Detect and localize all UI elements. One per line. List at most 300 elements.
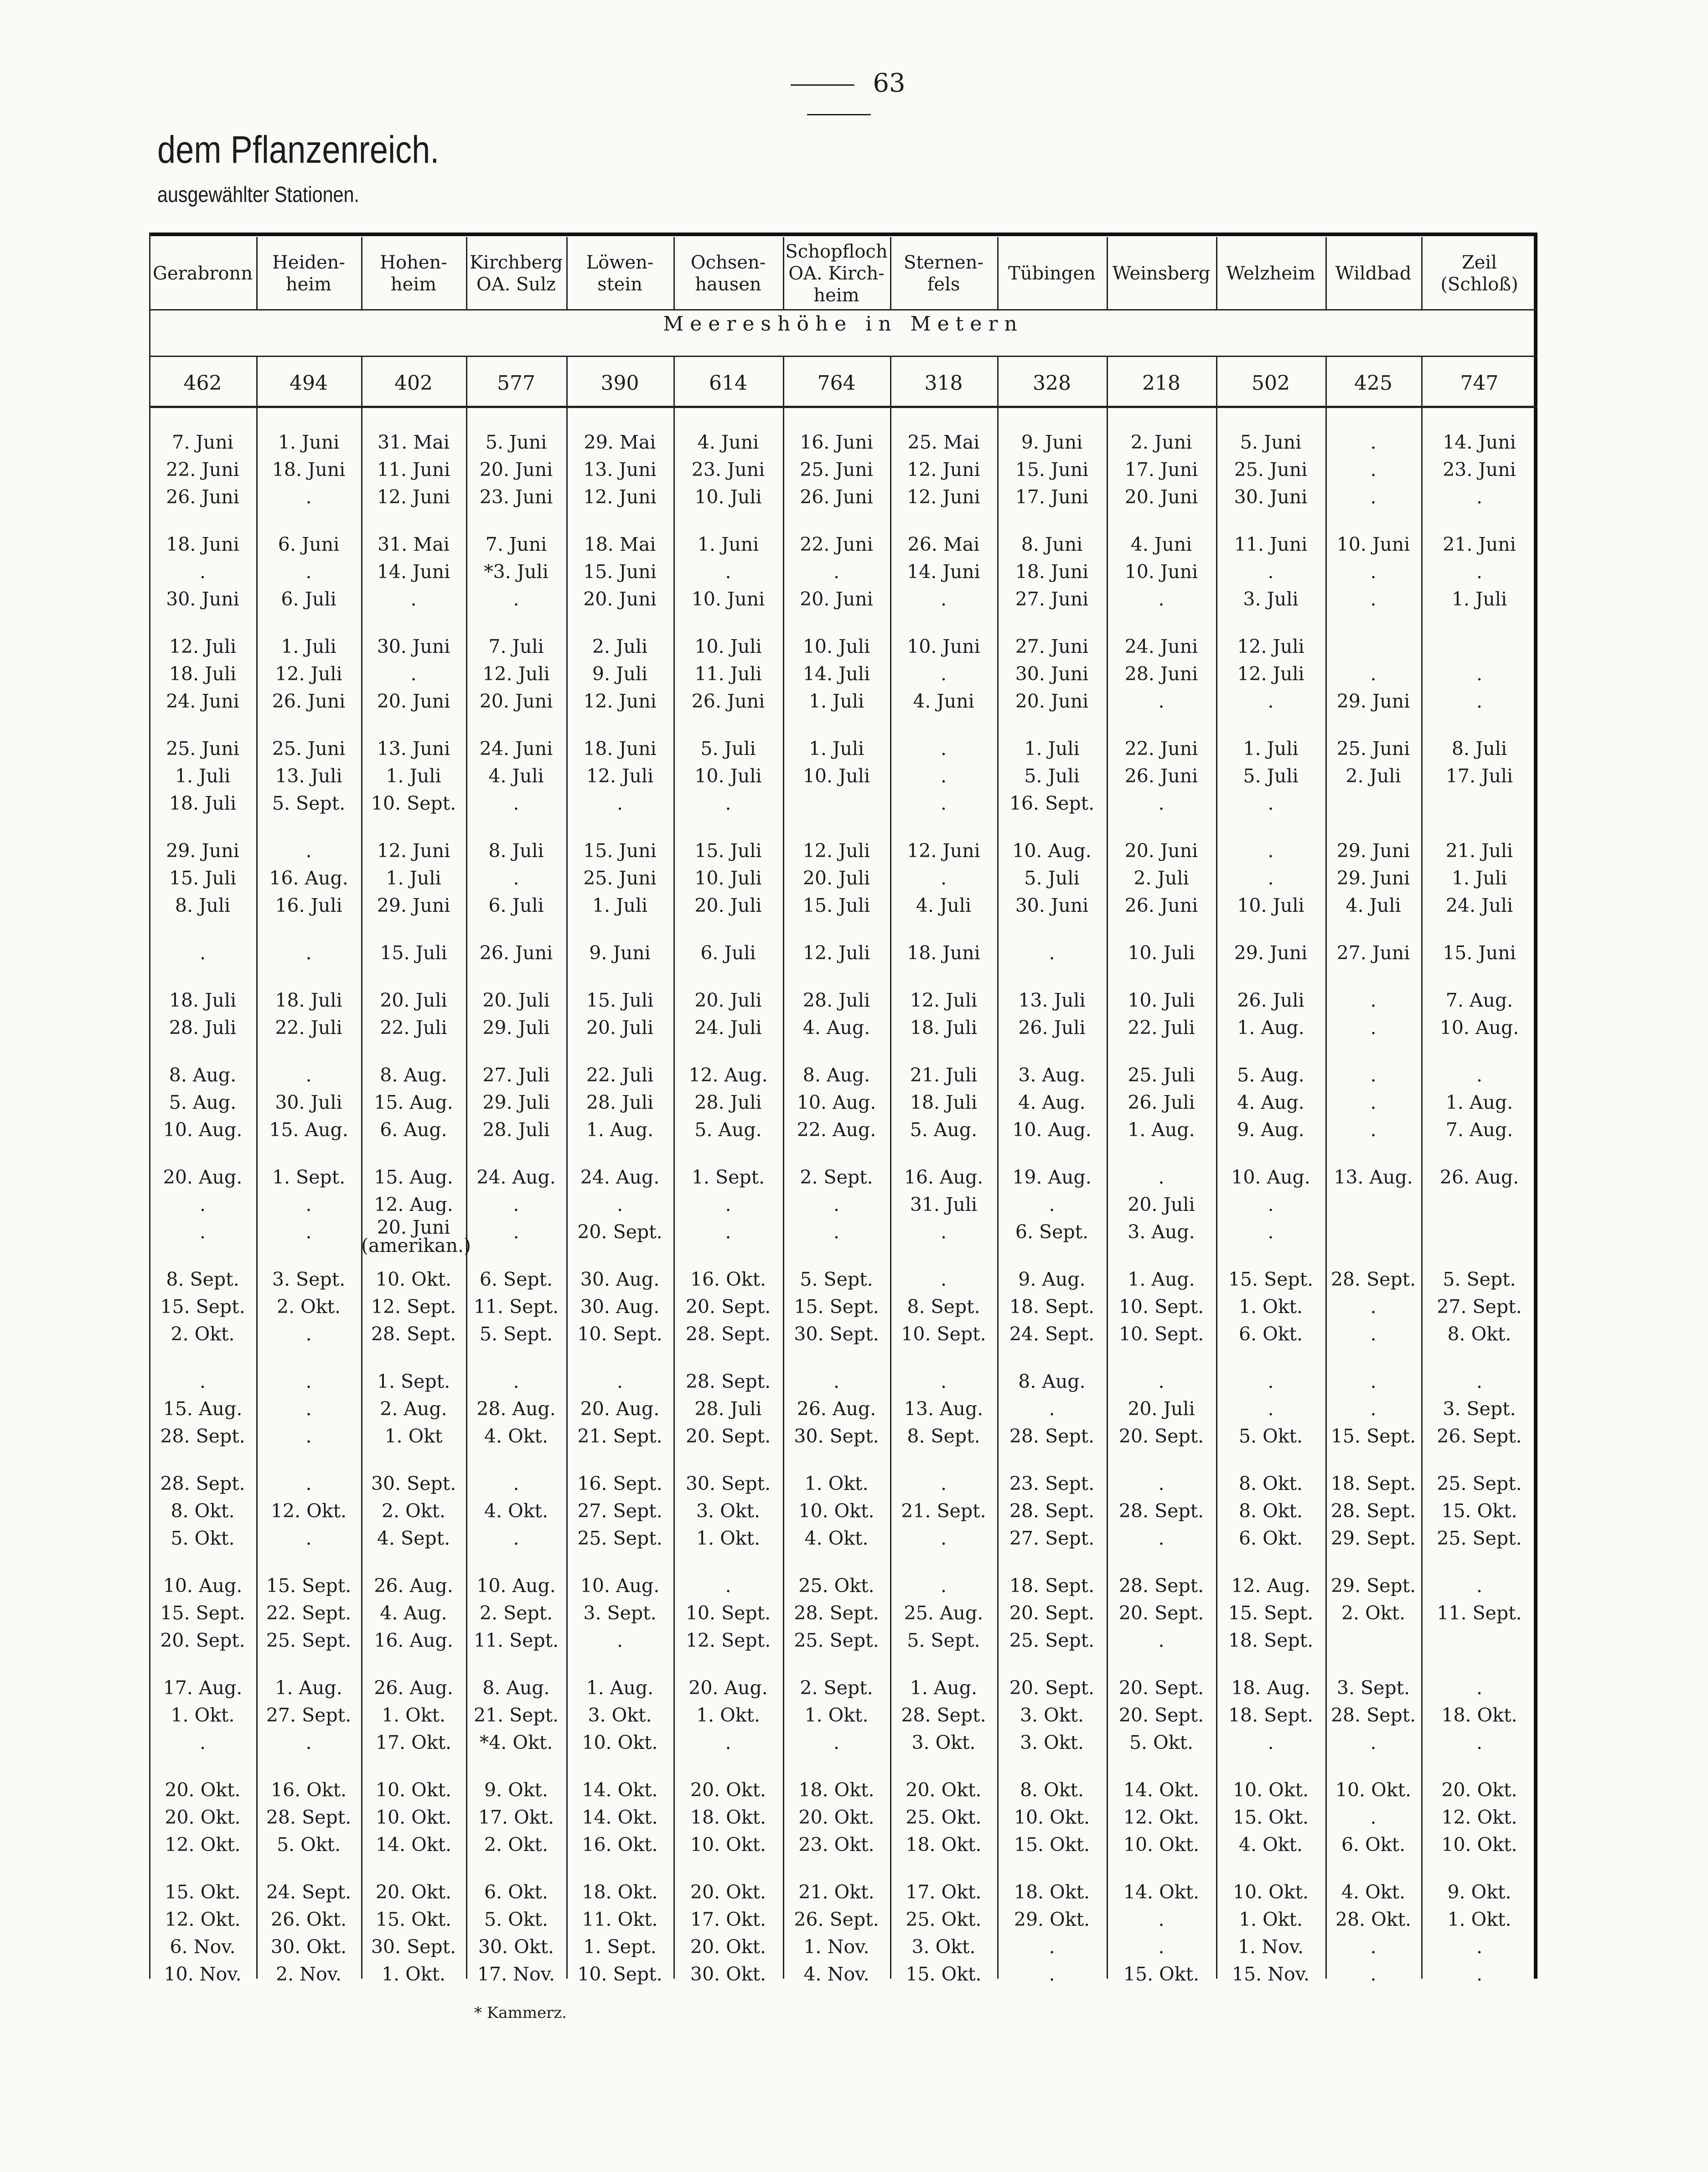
table-cell: 5. Okt. (276, 1834, 341, 1856)
table-cell: 22. Aug. (797, 1119, 876, 1141)
table-cell: . (1158, 792, 1165, 814)
table-cell: 29. Juni (166, 840, 239, 862)
table-cell: 2. Sept. (800, 1166, 873, 1188)
table-cell: 24. Sept. (266, 1881, 352, 1903)
table-cell: . (1049, 942, 1055, 964)
table-cell: 2. Okt. (381, 1500, 446, 1522)
table-cell: 18. Juni (583, 738, 657, 760)
table-cell: . (1476, 561, 1483, 583)
table-cell: 1. Aug. (586, 1119, 654, 1141)
table-cell: 8. Juli (488, 840, 544, 862)
table-cell: 12. Juli (586, 765, 654, 787)
table-cell: . (1158, 1936, 1165, 1958)
table-cell: 20. Juni (479, 690, 553, 712)
table-cell: 10. Okt. (1335, 1779, 1412, 1801)
table-top-rule (149, 233, 1537, 236)
table-cell: 16. Sept. (1009, 792, 1095, 814)
table-cell: 10. Juli (694, 636, 762, 657)
table-cell: 15. Aug. (374, 1166, 453, 1188)
table-cell: 14. Juni (1443, 431, 1516, 453)
table-cell: 26. Juli (1018, 1017, 1086, 1039)
table-cell: 6. Juli (488, 895, 544, 916)
page-subtitle: ausgewählter Stationen. (157, 183, 359, 207)
table-cell: 20. Juni (583, 588, 657, 610)
table-cell: 20. Aug. (688, 1677, 768, 1699)
table-cell: 29. Sept. (1330, 1527, 1416, 1549)
table-cell: 6. Okt. (1341, 1834, 1406, 1856)
table-cell: 5. Juli (1024, 765, 1080, 787)
table-cell: 29. Juni (1234, 942, 1308, 964)
table-cell: 12. Juli (1237, 663, 1304, 685)
table-cell: 18. Juni (1015, 561, 1089, 583)
table-cell: 12. Aug. (688, 1064, 768, 1086)
table-cell: 15. Juni (1015, 459, 1089, 481)
table-cell: 22. Juni (166, 459, 239, 481)
table-cell: . (513, 1370, 519, 1392)
table-cell: . (1370, 1398, 1377, 1420)
table-cell: 24. Aug. (580, 1166, 660, 1188)
table-cell: 30. Okt. (478, 1936, 554, 1958)
table-cell: 1. Juni (278, 431, 340, 453)
table-cell: 9. Okt. (484, 1779, 549, 1801)
table-cell: 20. Juli (1128, 1194, 1195, 1215)
table-cell: . (833, 561, 840, 583)
table-cell: . (1476, 663, 1483, 685)
table-cell: 17. Juli (1445, 765, 1513, 787)
table-cell: 18. Okt. (690, 1806, 766, 1828)
table-cell: 18. Sept. (1009, 1575, 1095, 1597)
table-cell: . (305, 1398, 312, 1420)
table-cell: 28. Juli (482, 1119, 550, 1141)
table-cell: 10. Okt. (1441, 1834, 1517, 1856)
table-cell: 8. Okt. (1238, 1473, 1303, 1495)
table-cell: 22. Juli (1128, 1017, 1195, 1039)
table-cell: 4. Okt. (484, 1500, 549, 1522)
table-cell: 26. Juli (1237, 989, 1304, 1011)
table-cell: 20. Okt. (906, 1779, 982, 1801)
column-elevation: 747 (1460, 371, 1499, 395)
table-cell: 27. Sept. (1437, 1296, 1522, 1318)
table-cell: 4. Juni (1130, 533, 1192, 555)
table-cell: 14. Juni (907, 561, 980, 583)
table-cell: 10. Okt. (1123, 1834, 1200, 1856)
table-cell: 10. Aug. (1439, 1017, 1519, 1039)
table-cell: 4. Juli (1346, 895, 1401, 916)
table-cell: 3. Okt. (1020, 1704, 1084, 1726)
table-cell: 22. Juli (586, 1064, 654, 1086)
table-cell: 2. Juli (592, 636, 648, 657)
table-cell: 25. Okt. (906, 1908, 982, 1930)
table-cell: 26. Juni (691, 690, 765, 712)
table-cell: 10. Sept. (901, 1323, 986, 1345)
column-elevation: 318 (924, 371, 963, 395)
table-cell: 26. Juni (1124, 765, 1198, 787)
table-cell: 20. Okt. (690, 1779, 766, 1801)
table-cell: 18. Juni (907, 942, 980, 964)
table-cell: 15. Sept. (266, 1575, 352, 1597)
table-cell: 3. Sept. (1443, 1398, 1516, 1420)
table-cell: 3. Okt. (911, 1732, 976, 1753)
table-cell: 20. Juli (482, 989, 550, 1011)
table-cell: 12. Okt. (165, 1834, 241, 1856)
table-cell: 25. Juni (1336, 738, 1410, 760)
table-cell: . (1370, 1064, 1377, 1086)
table-cell: . (1370, 431, 1377, 453)
table-cell: 20. Okt. (1441, 1779, 1517, 1801)
elevation-bottom-rule (149, 406, 1537, 408)
table-cell: 8. Okt. (1020, 1779, 1084, 1801)
table-cell: 8. Juli (1451, 738, 1507, 760)
table-cell: 24. Aug. (476, 1166, 556, 1188)
table-cell: 5. Juli (1243, 765, 1299, 787)
table-cell: 6. Sept. (479, 1268, 553, 1290)
table-cell: 3. Okt. (588, 1704, 652, 1726)
table-cell: 18. Okt. (1441, 1704, 1517, 1726)
table-cell: 21. Sept. (901, 1500, 986, 1522)
table-cell: 26. Okt. (270, 1908, 347, 1930)
table-cell: 12. Juni (907, 840, 980, 862)
table-cell: 17. Juni (1015, 486, 1089, 508)
table-cell: . (1049, 1398, 1055, 1420)
table-cell: 10. Juli (1237, 895, 1304, 916)
table-cell: 12. Juni (583, 690, 657, 712)
table-cell: 10. Okt. (375, 1779, 452, 1801)
table-cell: 2. Okt. (1341, 1602, 1406, 1624)
table-cell: 8. Aug. (169, 1064, 237, 1086)
table-cell: 14. Okt. (1123, 1779, 1200, 1801)
table-cell: 13. Juni (377, 738, 450, 760)
table-cell: 15. Juni (583, 840, 657, 862)
table-cell: 28. Sept. (1330, 1500, 1416, 1522)
table-cell: 26. Juni (800, 486, 873, 508)
table-cell: 5. Juni (1240, 431, 1302, 453)
table-cell: 20. Juni (479, 459, 553, 481)
table-cell: 20. Sept. (1118, 1425, 1204, 1447)
page-number: 63 (748, 68, 930, 128)
table-cell: 18. Mai (584, 533, 656, 555)
table-cell: 30. Juli (275, 1091, 342, 1113)
table-cell: 7. Aug. (1445, 1119, 1513, 1141)
table-cell: 26. Aug. (374, 1677, 453, 1699)
table-cell: . (940, 663, 947, 685)
table-cell: 4. Aug. (1018, 1091, 1086, 1113)
table-cell: 1. Juli (592, 895, 648, 916)
table-cell: . (513, 1194, 519, 1215)
table-cell: 18. Juli (910, 1017, 978, 1039)
table-cell: 24. Juli (694, 1017, 762, 1039)
table-cell: 18. Juni (272, 459, 346, 481)
table-cell: . (1370, 561, 1377, 583)
table-cell: 31. Juli (910, 1194, 978, 1215)
table-cell: 20. Aug. (163, 1166, 243, 1188)
table-cell: 12. Juni (907, 486, 980, 508)
table-cell: 1. Okt. (1447, 1908, 1511, 1930)
table-cell: . (940, 588, 947, 610)
table-cell: 12. Sept. (371, 1296, 456, 1318)
table-cell: 8. Sept. (907, 1296, 980, 1318)
table-cell: . (1476, 690, 1483, 712)
table-cell: 1. Juli (1451, 867, 1507, 889)
table-cell: 14. Okt. (582, 1806, 658, 1828)
table-cell: 10. Aug. (1012, 1119, 1092, 1141)
table-cell: 27. Juni (1336, 942, 1410, 964)
table-cell: 29. Okt. (1014, 1908, 1090, 1930)
table-cell: 20. Juli (380, 989, 447, 1011)
table-cell: . (940, 1473, 947, 1495)
table-cell: 7. Juli (488, 636, 544, 657)
table-cell: 10. Aug. (163, 1575, 243, 1597)
table-cell: . (940, 1575, 947, 1597)
table-cell: 4. Sept. (377, 1527, 450, 1549)
table-cell: 8. Sept. (907, 1425, 980, 1447)
table-cell: . (1370, 459, 1377, 481)
table-cell: 4. Juli (916, 895, 972, 916)
table-cell: 28. Sept. (1330, 1704, 1416, 1726)
table-cell: 1. Sept. (691, 1166, 765, 1188)
table-cell: 15. Sept. (160, 1602, 245, 1624)
table-cell: 8. Juli (175, 895, 231, 916)
table-cell: 28. Sept. (1118, 1500, 1204, 1522)
elevation-top-rule (149, 356, 1537, 357)
table-cell: 10. Juli (694, 765, 762, 787)
table-cell: 14. Juni (377, 561, 450, 583)
table-cell: 18. Aug. (1231, 1677, 1310, 1699)
table-cell: 15. Sept. (1330, 1425, 1416, 1447)
table-cell: 12. Aug. (374, 1194, 453, 1215)
table-cell: 16. Aug. (904, 1166, 983, 1188)
table-cell: 22. Juni (800, 533, 873, 555)
table-cell: 29. Juni (1336, 867, 1410, 889)
table-cell: 5. Okt. (171, 1527, 235, 1549)
table-cell: . (513, 1527, 519, 1549)
table-cell: 6. Okt. (484, 1881, 549, 1903)
table-cell: 20. Juni (800, 588, 873, 610)
table-cell: . (940, 867, 947, 889)
table-cell: . (1370, 1936, 1377, 1958)
table-cell: 1. Okt. (696, 1704, 761, 1726)
table-cell: . (1268, 1370, 1274, 1392)
column-elevation: 425 (1354, 371, 1392, 395)
table-cell: 2. Juli (1133, 867, 1189, 889)
column-header: Weinsberg (1112, 263, 1211, 284)
table-cell: . (305, 486, 312, 508)
table-cell: 24. Juni (166, 690, 239, 712)
column-elevation: 328 (1033, 371, 1071, 395)
table-cell: . (1476, 486, 1483, 508)
table-cell: 23. Okt. (798, 1834, 875, 1856)
table-cell: 10. Okt. (375, 1806, 452, 1828)
table-cell: 25. Juli (1128, 1064, 1195, 1086)
table-cell: 1. Juli (175, 765, 231, 787)
table-cell: . (305, 561, 312, 583)
table-cell: 5. Aug. (910, 1119, 978, 1141)
table-cell: 16. Juni (800, 431, 873, 453)
table-cell: 8. Juni (1021, 533, 1083, 555)
column-elevation: 494 (290, 371, 328, 395)
table-cell: 10. Sept. (577, 1963, 662, 1985)
table-cell: 12. Juli (482, 663, 550, 685)
table-cell: 20. Juni (377, 690, 450, 712)
table-cell: 26. Juni (272, 690, 346, 712)
table-cell: 18. Okt. (1014, 1881, 1090, 1903)
table-cell: 6. Nov. (170, 1936, 236, 1958)
table-cell: 4. Okt. (484, 1425, 549, 1447)
table-cell: 24. Juni (479, 738, 553, 760)
table-cell: 26. Mai (907, 533, 980, 555)
table-cell: 21. Juli (910, 1064, 978, 1086)
table-cell: . (1370, 1732, 1377, 1753)
table-cell: 11. Sept. (473, 1296, 559, 1318)
table-cell: 28. Sept. (160, 1425, 245, 1447)
table-cell: 25. Okt. (906, 1806, 982, 1828)
table-cell: 17. Aug. (163, 1677, 243, 1699)
table-cell: 20. Juni (1124, 486, 1198, 508)
table-cell: 3. Sept. (1336, 1677, 1410, 1699)
table-cell: 12. Juli (802, 942, 870, 964)
table-cell: 1. Okt. (1238, 1296, 1303, 1318)
table-cell: 18. Okt. (906, 1834, 982, 1856)
table-cell: 8. Okt. (171, 1500, 235, 1522)
table-cell: 12. Juni (377, 840, 450, 862)
table-cell: 10. Okt. (1232, 1881, 1309, 1903)
table-cell: . (725, 561, 731, 583)
table-cell: 27. Sept. (577, 1500, 662, 1522)
table-cell: 24. Sept. (1009, 1323, 1095, 1345)
table-cell: 12. Okt. (1441, 1806, 1517, 1828)
table-cell: 15. Okt. (906, 1963, 982, 1985)
table-cell: 12. Juli (275, 663, 342, 685)
table-cell: 10. Juli (802, 636, 870, 657)
column-header: Wildbad (1335, 263, 1412, 284)
table-cell: . (199, 1221, 206, 1243)
column-elevation: 502 (1252, 371, 1290, 395)
table-cell: 28. Okt. (1335, 1908, 1412, 1930)
table-cell: 20. Sept. (1118, 1602, 1204, 1624)
table-cell: 14. Okt. (582, 1779, 658, 1801)
footnote: * Kammerz. (474, 2004, 567, 2022)
table-cell: 10. Sept. (577, 1323, 662, 1345)
table-cell: . (1268, 690, 1274, 712)
table-cell: . (1370, 663, 1377, 685)
column-elevation: 390 (600, 371, 639, 395)
table-cell: 5. Sept. (907, 1629, 980, 1651)
table-cell: . (305, 942, 312, 964)
table-cell: . (305, 1527, 312, 1549)
table-cell: 28. Sept. (1330, 1268, 1416, 1290)
table-cell: 16. Aug. (269, 867, 348, 889)
table-cell: 28. Sept. (685, 1370, 771, 1392)
table-cell: 10. Juni (1124, 561, 1198, 583)
table-cell: 26. Juni (479, 942, 553, 964)
column-elevation: 614 (709, 371, 747, 395)
table-cell: 28. Sept. (1118, 1575, 1204, 1597)
table-cell: 18. Juni (166, 533, 239, 555)
table-cell: . (410, 588, 417, 610)
table-cell: 31. Mai (378, 431, 450, 453)
table-cell: 4. Okt. (804, 1527, 869, 1549)
table-cell: 8. Sept. (166, 1268, 239, 1290)
table-cell: 13. Juli (275, 765, 342, 787)
table-cell: 12. Juni (377, 486, 450, 508)
table-cell: 10. Aug. (797, 1091, 876, 1113)
table-cell: 30. Sept. (794, 1323, 879, 1345)
table-cell: . (305, 1370, 312, 1392)
column-elevation: 402 (394, 371, 433, 395)
table-cell: 6. Aug. (380, 1119, 447, 1141)
table-cell: 15. Okt. (375, 1908, 452, 1930)
table-cell: 23. Juni (1443, 459, 1516, 481)
table-cell: 21. Sept. (473, 1704, 559, 1726)
table-cell: 4. Juni (913, 690, 974, 712)
data-table (149, 233, 1537, 1985)
table-cell: 1. Aug. (275, 1677, 342, 1699)
column-header: Gerabronn (153, 263, 253, 284)
table-cell: 2. Juli (1346, 765, 1401, 787)
table-cell: 20. Juli (802, 867, 870, 889)
table-cell: . (1268, 1194, 1274, 1215)
table-cell: . (1049, 1194, 1055, 1215)
table-cell: 1. Juli (386, 867, 441, 889)
table-cell: 18. Sept. (1009, 1296, 1095, 1318)
table-cell: . (1158, 1629, 1165, 1651)
table-cell: 12. Okt. (270, 1500, 347, 1522)
table-cell: 22. Juni (1124, 738, 1198, 760)
column-header: Kirchberg OA. Sulz (470, 252, 563, 295)
column-header: Tübingen (1008, 263, 1096, 284)
table-cell: 14. Juli (802, 663, 870, 685)
table-cell: . (1158, 1370, 1165, 1392)
table-cell: 30. Juni (166, 588, 239, 610)
table-cell: . (616, 1629, 623, 1651)
table-cell: 1. Aug. (1237, 1017, 1304, 1039)
table-cell: . (833, 1370, 840, 1392)
table-cell: 9. Juni (1021, 431, 1083, 453)
table-cell: . (513, 792, 519, 814)
table-cell: 10. Sept. (371, 792, 456, 814)
table-cell: 25. Sept. (1437, 1527, 1522, 1549)
table-cell: 15. Juni (583, 561, 657, 583)
table-cell: 1. Aug. (586, 1677, 654, 1699)
table-cell: 12. Okt. (165, 1908, 241, 1930)
table-cell: 7. Juni (172, 431, 233, 453)
table-cell: 14. Okt. (1123, 1881, 1200, 1903)
table-cell: 17. Okt. (478, 1806, 554, 1828)
table-cell: 10. Aug. (580, 1575, 660, 1597)
table-cell: 1. Juli (281, 636, 336, 657)
table-cell: . (1158, 1473, 1165, 1495)
table-cell: . (305, 1473, 312, 1495)
table-cell: 27. Sept. (1009, 1527, 1095, 1549)
table-cell: 25. Sept. (794, 1629, 879, 1651)
table-cell: 10. Juli (694, 867, 762, 889)
table-cell: . (1370, 1296, 1377, 1318)
table-cell: 18. Juli (910, 1091, 978, 1113)
table-cell: . (1370, 1017, 1377, 1039)
table-cell: . (1370, 1119, 1377, 1141)
table-cell: 10. Sept. (685, 1602, 771, 1624)
table-cell: 5. Okt. (1129, 1732, 1194, 1753)
table-cell: 1. Juli (386, 765, 441, 787)
table-cell: 8. Aug. (380, 1064, 447, 1086)
table-cell: 1. Aug. (1128, 1268, 1195, 1290)
column-header: Sternen- fels (904, 252, 983, 295)
table-cell: 26. Sept. (794, 1908, 879, 1930)
table-cell: . (1158, 1908, 1165, 1930)
table-cell: 20. Okt. (375, 1881, 452, 1903)
table-cell: . (1268, 561, 1274, 583)
table-cell: 3. Aug. (1018, 1064, 1086, 1086)
table-cell: 15. Sept. (160, 1296, 245, 1318)
